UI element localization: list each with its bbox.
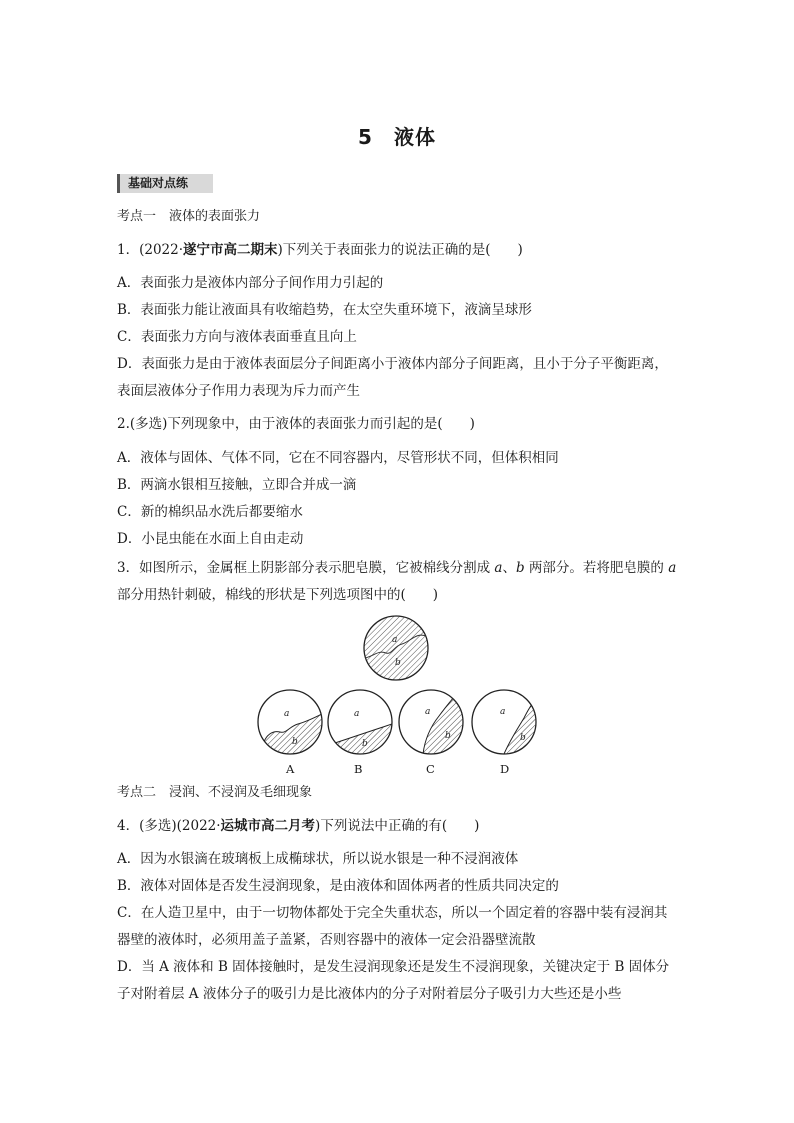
q4-option-c-line1: C．在人造卫星中，由于一切物体都处于完全失重状态，所以一个固定着的容器中装有浸润其 — [117, 905, 668, 921]
q2-option-c: C．新的棉织品水洗后都要缩水 — [117, 504, 303, 520]
option-a-label-a: a — [284, 709, 290, 719]
topic-heading-2: 考点二 浸润、不浸润及毛细现象 — [117, 785, 313, 800]
option-a-figure — [256, 688, 324, 756]
label-a: a — [392, 635, 398, 645]
option-c-figure — [397, 688, 465, 756]
question-3-stem-line1 — [117, 559, 676, 577]
question-4-stem — [117, 817, 479, 835]
q4-option-b: B．液体对固体是否发生浸润现象，是由液体和固体两者的性质共同决定的 — [117, 878, 559, 894]
page-title: 5 液体 — [358, 125, 436, 149]
option-b-caption: B — [354, 762, 363, 776]
soap-film-figure — [362, 614, 430, 682]
q3-text-3: 两部分。若将肥皂膜的 — [524, 560, 669, 576]
q4-option-d-line2: 子对附着层 A 液体分子的吸引力是比液体内的分子对附着层分子吸引力大些还是小些 — [117, 986, 622, 1002]
q4-option-a: A．因为水银滴在玻璃板上成椭球状，所以说水银是一种不浸润液体 — [117, 851, 519, 867]
q2-option-b: B．两滴水银相互接触，立即合并成一滴 — [117, 477, 357, 493]
option-b-figure — [326, 688, 394, 756]
option-c-label-b: b — [445, 731, 451, 741]
q2-option-a: A．液体与固体、气体不同，它在不同容器内，尽管形状不同，但体积相同 — [117, 450, 559, 466]
option-b-label-b: b — [362, 739, 368, 749]
option-a-label-b: b — [292, 737, 298, 747]
q4-prefix: 4．(多选)(2022· — [117, 818, 221, 834]
q1-prefix: 1．(2022· — [117, 242, 184, 258]
question-3-stem-line2: 部分用热针刺破，棉线的形状是下列选项图中的( ) — [117, 587, 439, 603]
q3-text-2: 、 — [502, 560, 516, 576]
q2-option-d: D．小昆虫能在水面上自由走动 — [117, 531, 304, 547]
question-2-stem: 2.(多选)下列现象中，由于液体的表面张力而引起的是( ) — [117, 416, 475, 432]
q4-option-c-line2: 器壁的液体时，必须用盖子盖紧，否则容器中的液体一定会沿器壁流散 — [117, 932, 536, 948]
q4-option-d-line1: D．当 A 液体和 B 固体接触时，是发生浸润现象还是发生不浸润现象，关键决定于 B 固体分 — [117, 959, 670, 975]
q3-var-a2: a — [668, 560, 677, 576]
q1-suffix: )下列关于表面张力的说法正确的是( ) — [277, 242, 523, 258]
q4-suffix: )下列说法中正确的有( ) — [315, 818, 480, 834]
q3-var-a: a — [494, 560, 503, 576]
option-d-label-b: b — [520, 733, 526, 743]
q1-option-d-line1: D．表面张力是由于液体表面层分子间距离小于液体内部分子间距离，且小于分子平衡距离， — [117, 356, 668, 372]
option-c-label-a: a — [425, 707, 431, 717]
topic-heading-1: 考点一 液体的表面张力 — [117, 209, 261, 224]
q1-source: 遂宁市高二期末 — [183, 242, 278, 258]
option-d-label-a: a — [500, 707, 506, 717]
q3-text-1: 3．如图所示，金属框上阴影部分表示肥皂膜，它被棉线分割成 — [117, 560, 495, 576]
q1-option-d-line2: 表面层液体分子作用力表现为斥力而产生 — [117, 383, 360, 399]
option-b-label-a: a — [354, 709, 360, 719]
q1-option-c: C．表面张力方向与液体表面垂直且向上 — [117, 329, 357, 345]
option-d-caption: D — [500, 762, 510, 776]
q3-var-b: b — [515, 560, 525, 576]
q4-source: 运城市高二月考 — [220, 818, 316, 834]
q1-option-a: A．表面张力是液体内部分子间作用力引起的 — [117, 275, 384, 291]
question-1-stem — [117, 241, 523, 259]
q1-option-b: B．表面张力能让液面具有收缩趋势，在太空失重环境下，液滴呈球形 — [117, 302, 532, 318]
option-a-caption: A — [286, 762, 295, 776]
option-c-caption: C — [426, 762, 435, 776]
section-tag: 基础对点练 — [117, 174, 213, 193]
label-b: b — [395, 658, 401, 668]
option-d-figure — [470, 688, 538, 756]
